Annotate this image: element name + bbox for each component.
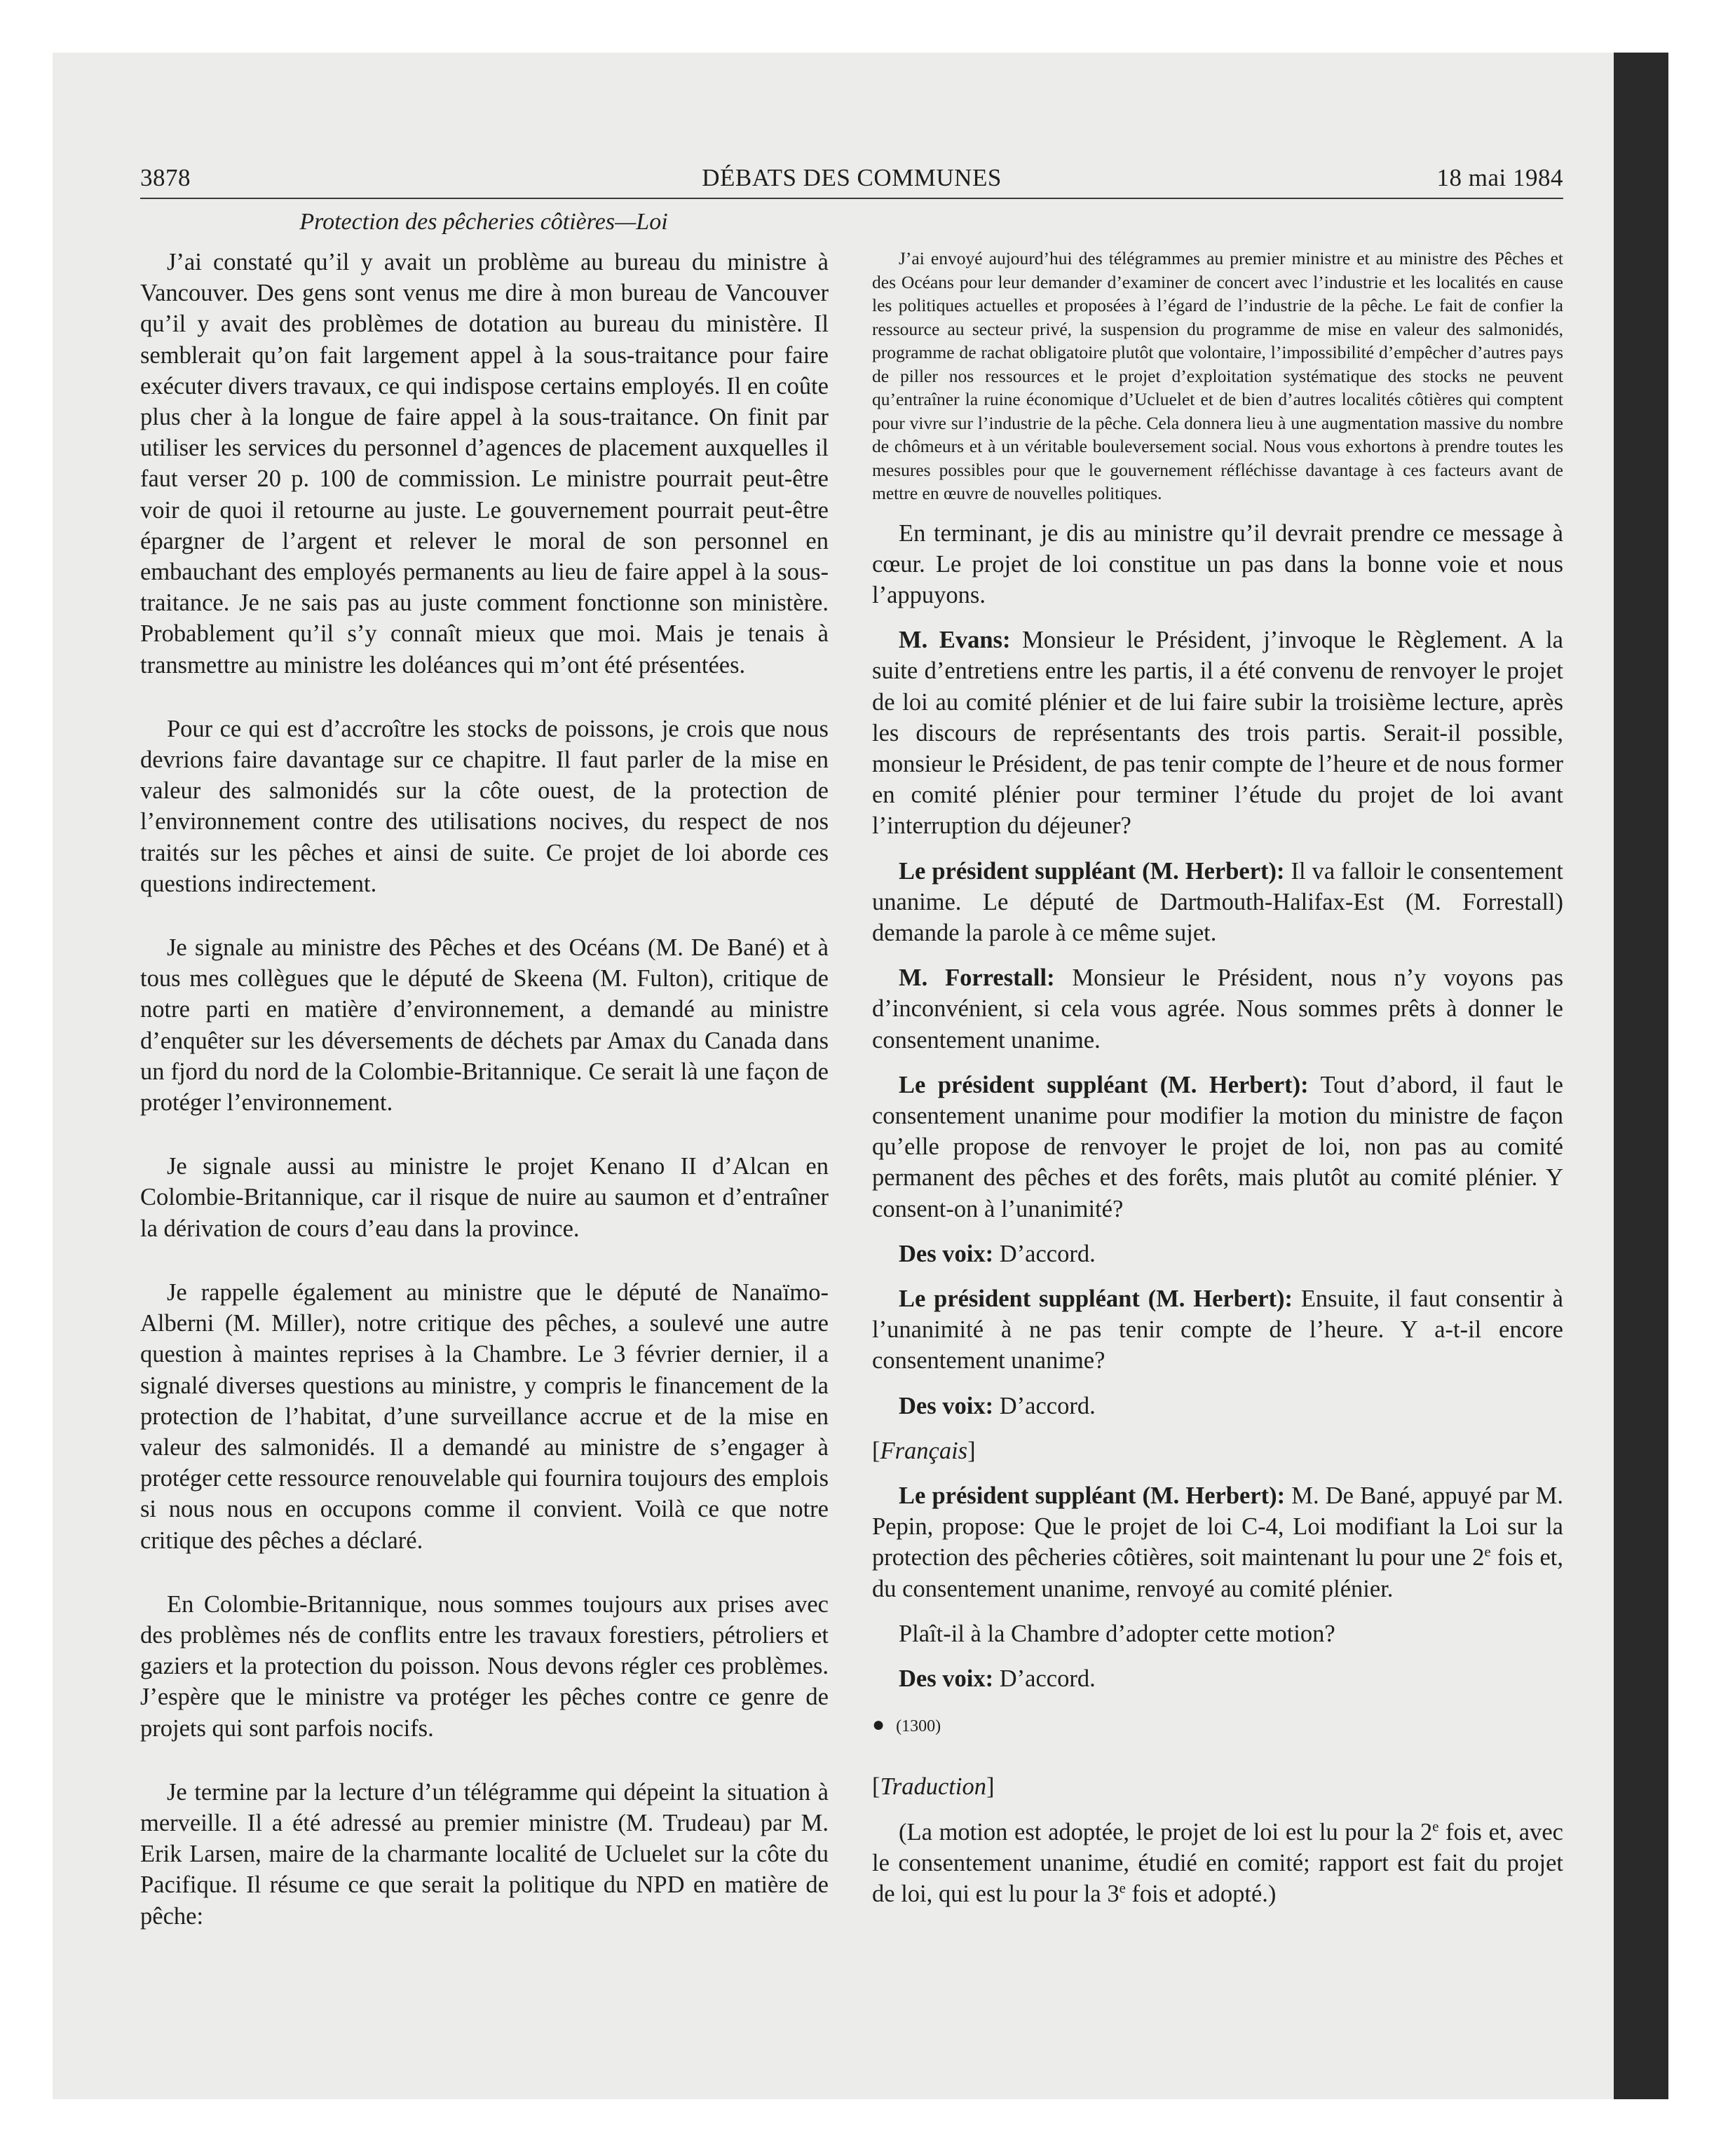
telegram-quote: J’ai envoyé aujourd’hui des télégrammes au premier ministre et au ministre des Pêches et des Océans pour leur demander d’examiner de concert avec l’industrie et les localités en cause les politiques actuelles et proposées à l’égard de l’industrie de la pêche. Le fait de confier la ressource au secteur privé, la suspension du programme de mise en valeur des salmonidés, programme de rachat obligatoire plutôt que volontaire, l’impossibilité d’empêcher d’autres pays de piller nos ressources et le projet d’exploitation systématique des stocks ne peuvent qu’entraîner la ruine économique d’Ucluelet et de bien d’autres localités côtières qui comptent pour vivre sur l’industrie de la pêche. Cela donnera lieu à une augmentation massive du nombre de chômeurs et à un véritable bouleversement social. Nous vous exhortons à prendre toutes les mesures possibles pour que le gouvernement réfléchisse davantage à ces facteurs avant de mettre en œuvre de nouvelles politiques. [872, 248, 1563, 503]
binding-edge [1614, 53, 1668, 2099]
speech-text: Il va falloir le consentement unanime. Le député de Dartmouth-Halifax-Est (M. Forrestall) demande la parole à ce même sujet. [872, 857, 1564, 946]
speech-text: fois et, avec le consentement unanime, étudié en comité; rapport est fait du projet de loi, qui est lu pour la 3 [872, 1818, 1563, 1908]
speech-text: fois et adopté.) [1125, 1881, 1277, 1908]
time-marker [872, 1710, 1563, 1742]
page-number: 3878 [140, 164, 191, 191]
speech-voices [872, 1391, 1563, 1421]
bullet-icon: ● [872, 1713, 885, 1737]
speaker-name: M. Forrestall: [899, 964, 1055, 992]
speech-text: Tout d’abord, il faut le consentement unanime pour modifier la motion du ministre de façon qu’elle propose de renvoyer le projet de loi, non pas au comité permanent des pêches et des forêts, mais plutôt au comité plénier. Y consent-on à l’unanimité? [872, 1071, 1563, 1222]
paragraph: Je signale aussi au ministre le projet Kenano II d’Alcan en Colombie-Britannique, car il risque de nuire au saumon et d’entraîner la dérivation de cours d’eau dans la province. [140, 1153, 829, 1242]
superscript: e [1484, 1544, 1491, 1560]
paragraph: Je termine par la lecture d’un télégramme qui dépeint la situation à merveille. Il a été adressé au premier ministre (M. Trudeau) par M. Erik Larsen, maire de la charmante localité de Ucluelet sur la côte du Pacifique. Il résume ce que serait la politique du NPD en matière de pêche: [140, 1778, 829, 1930]
language-label: Français [880, 1437, 968, 1464]
speech-voices [872, 1239, 1563, 1269]
superscript: e [1119, 1881, 1126, 1897]
paragraph: Je rappelle également au ministre que le député de Nanaïmo-Alberni (M. Miller), notre critique des pêches, a soulevé une autre question à maintes reprises à la Chambre. Le 3 février dernier, il a signalé diverses questions au ministre, y compris le financement de la protection de l’habitat, d’une surveillance accrue et de la mise en valeur des salmonidés. Il a demandé au ministre de s’engager à protéger cette ressource renouvelable qui fournira toujours des emplois si nous nous en occupons comme il convient. Voilà ce que notre critique des pêches a déclaré. [140, 1278, 829, 1554]
speech-forrestall [872, 962, 1563, 1056]
paragraph: Plaît-il à la Chambre d’adopter cette motion? [899, 1620, 1335, 1647]
speaker-name: Le président suppléant (M. Herbert): [899, 1285, 1293, 1312]
paragraph: En terminant, je dis au ministre qu’il devrait prendre ce message à cœur. Le projet de loi constitue un pas dans la bonne voie et nous l’appuyons. [872, 519, 1563, 608]
speaker-name: Des voix: [899, 1240, 994, 1267]
publication-title: DÉBATS DES COMMUNES [702, 164, 1002, 191]
speaker-name: Des voix: [899, 1665, 994, 1692]
right-column [872, 247, 1563, 1909]
speech-text: (La motion est adoptée, le projet de loi est lu pour la 2 [899, 1818, 1433, 1845]
speech-text: Ensuite, il faut consentir à l’unanimité à ne pas tenir compte de l’heure. Y a-t-il encore consentement unanime? [872, 1285, 1563, 1374]
speech-herbert [872, 1283, 1563, 1377]
speaker-name: Le président suppléant (M. Herbert): [899, 857, 1285, 885]
speech-text: Monsieur le Président, j’invoque le Règlement. A la suite d’entretiens entre les partis, il a été convenu de renvoyer le projet de loi au comité plénier et de lui faire subir la troisième lecture, après les discours de représentants des trois partis. Serait-il possible, monsieur le Président, de pas tenir compte de l’heure et de nous former en comité plénier pour terminer l’étude du projet de loi avant l’interruption du déjeuner? [872, 627, 1563, 840]
paragraph: Pour ce qui est d’accroître les stocks de poissons, je crois que nous devrions faire davantage sur ce chapitre. Il faut parler de la mise en valeur des salmonidés sur la côte ouest, de la protection de l’environnement contre des utilisations nocives, du respect de nos traités sur les pêches et ainsi de suite. Ce projet de loi aborde ces questions indirectement. [140, 715, 829, 897]
speaker-name: Des voix: [899, 1392, 994, 1419]
language-marker: [Traduction] [872, 1773, 995, 1801]
motion-result [872, 1817, 1563, 1910]
speech-text: D’accord. [993, 1392, 1096, 1419]
page-header [140, 158, 1563, 199]
speech-herbert [872, 856, 1563, 949]
speech-text: M. De Bané, appuyé par M. Pepin, propose: Que le projet de loi C-4, Loi modifiant la Loi sur la protection des pêcheries côtières, soit maintenant lu pour une 2 [872, 1482, 1563, 1571]
time-label: (1300) [896, 1717, 941, 1736]
speech-herbert [872, 1070, 1563, 1224]
speech-text: Monsieur le Président, nous n’y voyons pas d’inconvénient, si cela vous agrée. Nous sommes prêts à donner le consentement unanime. [872, 964, 1563, 1053]
speech-text: D’accord. [993, 1665, 1096, 1692]
speech-evans [872, 625, 1563, 841]
left-column [140, 247, 829, 1932]
speech-voices [872, 1663, 1563, 1694]
language-label: Traduction [880, 1773, 986, 1801]
speech-herbert [872, 1480, 1563, 1604]
paragraph: En Colombie-Britannique, nous sommes toujours aux prises avec des problèmes nés de conflits entre les travaux forestiers, pétroliers et gaziers et la protection du poisson. Nous devons régler ces problèmes. J’espère que le ministre va protéger les pêches contre ce genre de projets qui sont parfois nocifs. [140, 1590, 829, 1742]
paragraph: Je signale au ministre des Pêches et des Océans (M. De Bané) et à tous mes collègues que le député de Skeena (M. Fulton), critique de notre parti en matière d’environnement, a demandé au ministre d’enquêter sur les déversements de déchets par Amax du Canada dans un fjord du nord de la Colombie-Britannique. Ce serait là une façon de protéger l’environnement. [140, 934, 829, 1117]
sitting-date: 18 mai 1984 [1436, 164, 1563, 191]
speech-text: fois et, du consentement unanime, renvoyé au comité plénier. [872, 1544, 1563, 1602]
running-title: Protection des pêcheries côtières—Loi [299, 209, 668, 235]
speech-text: D’accord. [993, 1240, 1096, 1267]
language-marker: [Français] [872, 1437, 976, 1464]
paragraph: J’ai constaté qu’il y avait un problème au bureau du ministre à Vancouver. Des gens sont venus me dire à mon bureau de Vancouver qu’il y avait des problèmes de dotation au bureau du ministère. Il semblerait qu’on fait largement appel à la sous-traitance pour faire exécuter divers travaux, ce qui indispose certains employés. Il en coûte plus cher à la longue de faire appel à la sous-traitance. On finit par utiliser les services du personnel d’agences de placement auxquelles il faut verser 20 p. 100 de commission. Le ministre pourrait peut-être voir de quoi il retourne au juste. Le gouvernement pourrait peut-être épargner de l’argent et relever le moral de son personnel en embauchant des employés permanents au lieu de faire appel à la sous-traitance. Je ne sais pas au juste comment fonctionne son ministère. Probablement qu’il s’y connaît mieux que moi. Mais je tenais à transmettre au ministre les doléances qui m’ont été présentées. [140, 249, 829, 678]
speaker-name: Le président suppléant (M. Herbert): [899, 1482, 1286, 1509]
superscript: e [1432, 1819, 1439, 1835]
speaker-name: M. Evans: [899, 627, 1011, 654]
speaker-name: Le président suppléant (M. Herbert): [899, 1071, 1309, 1098]
